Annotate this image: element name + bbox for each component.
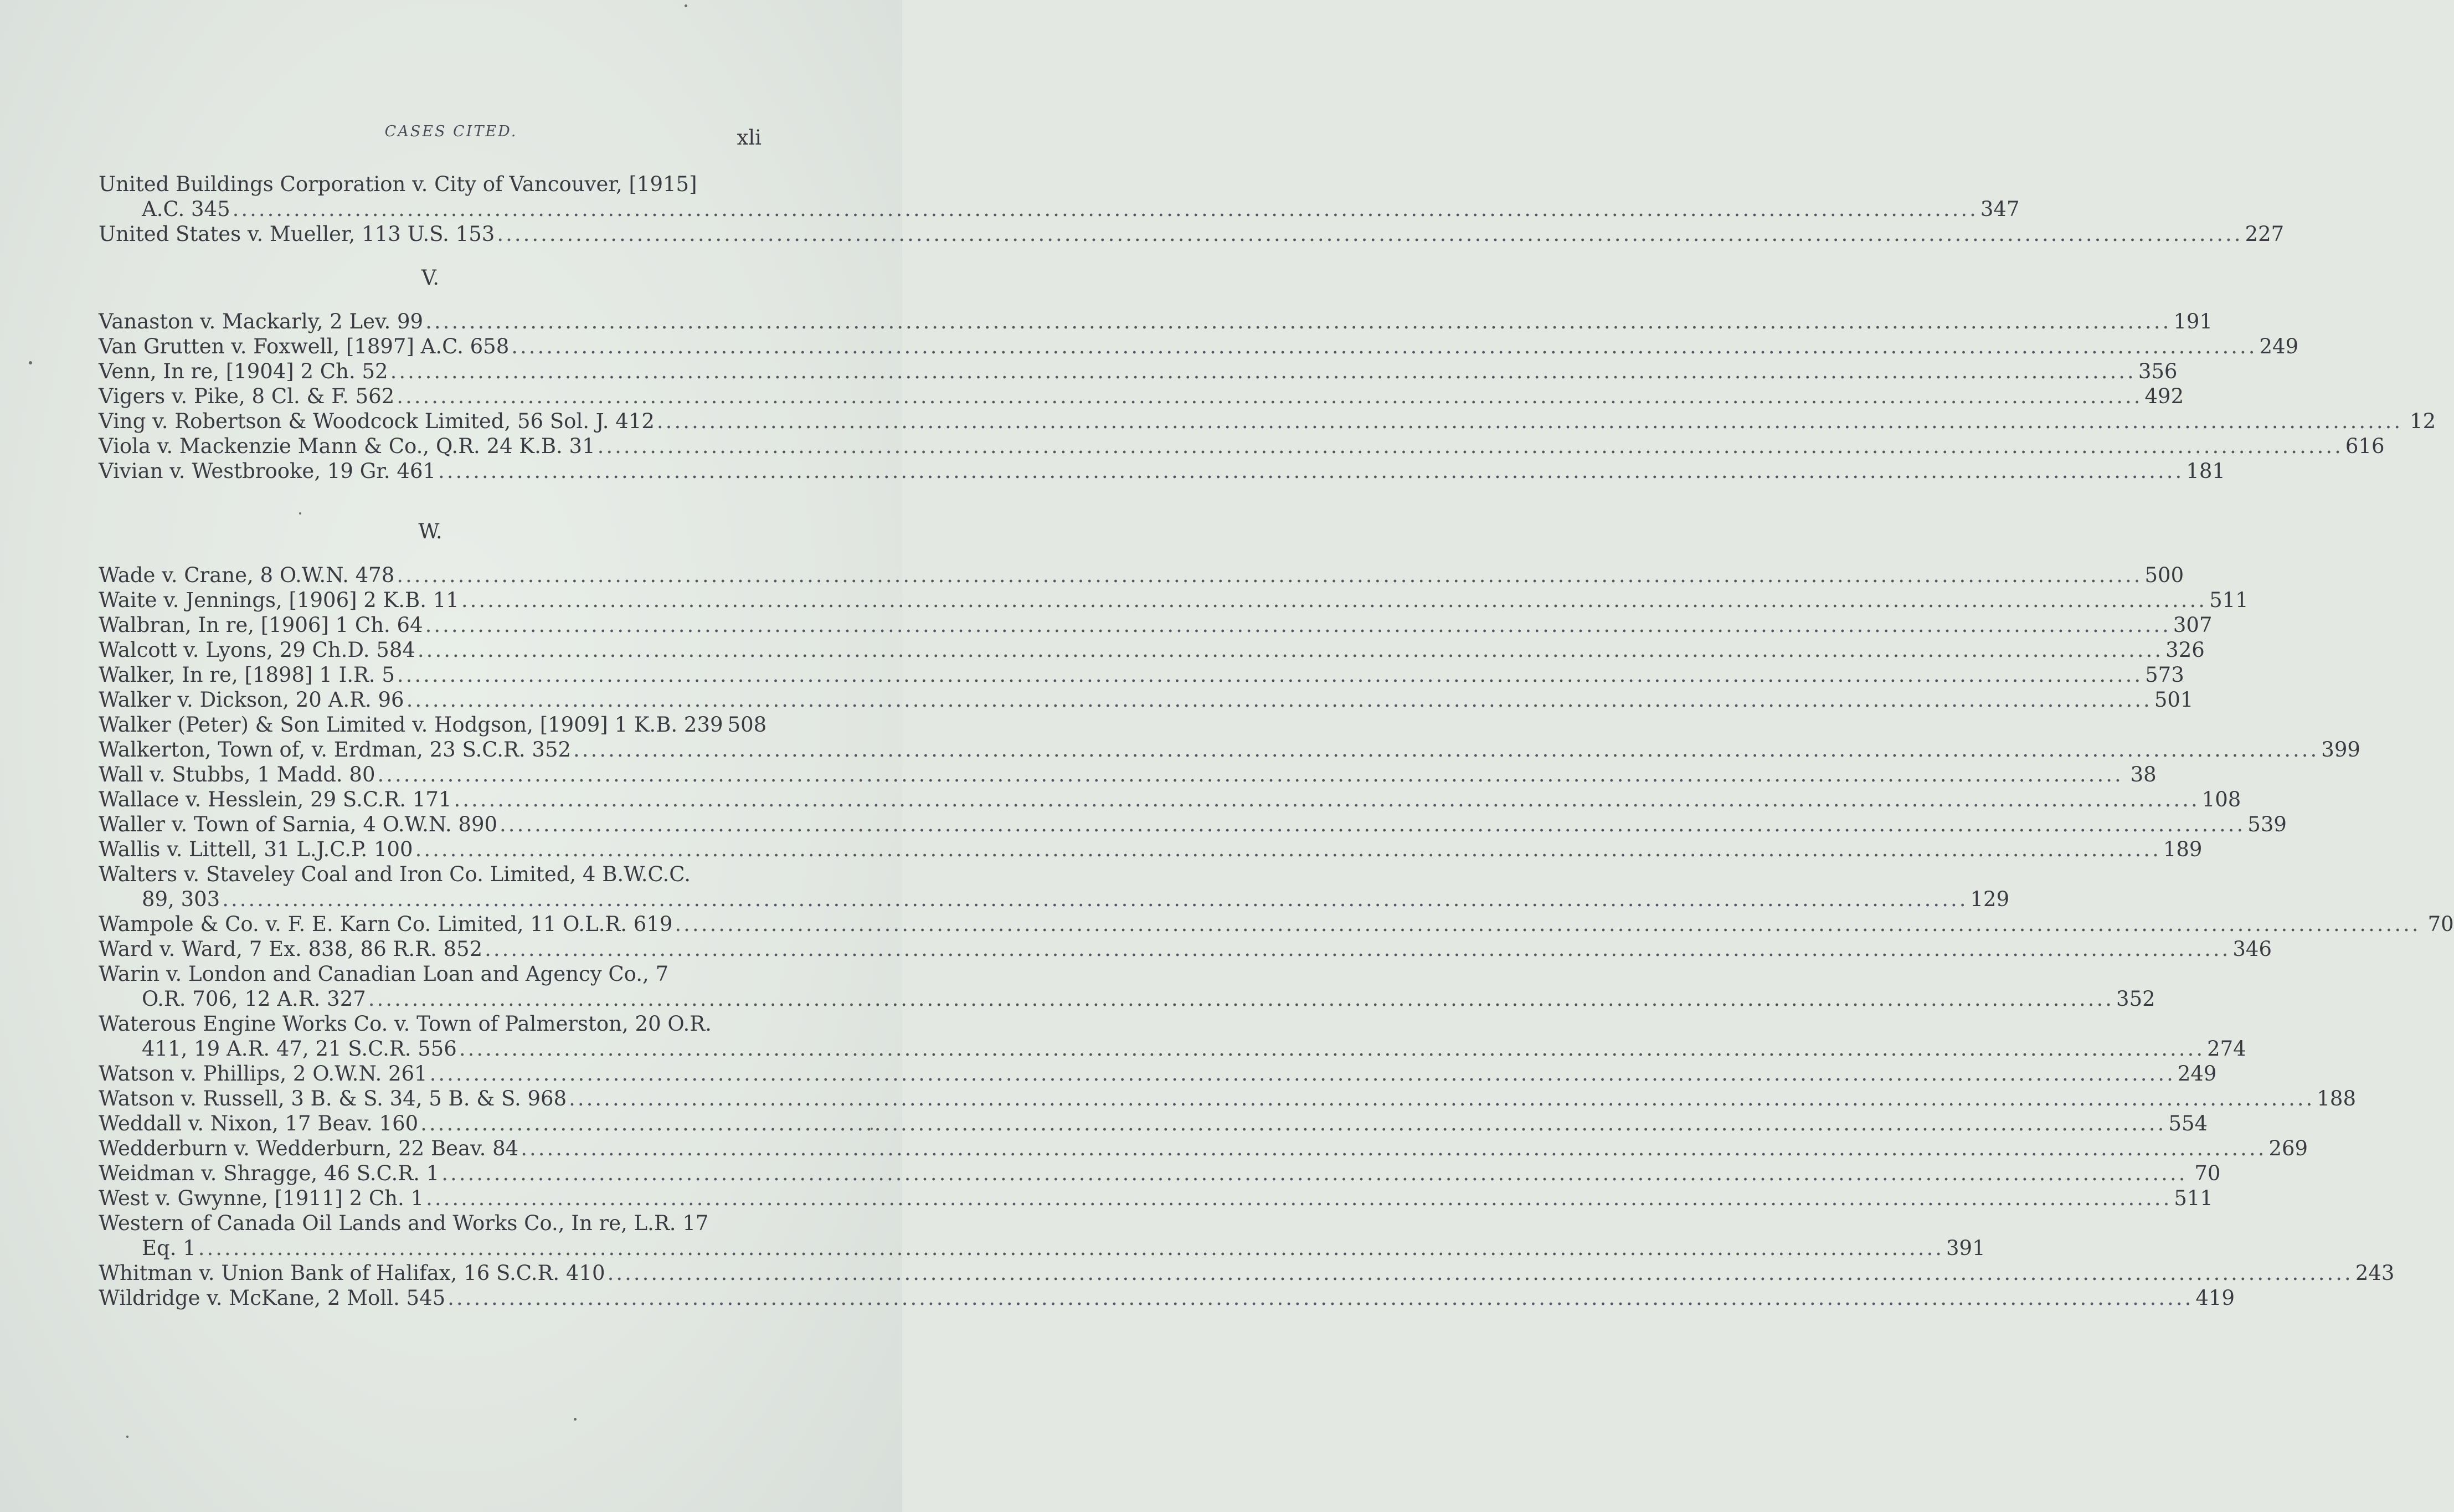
page-reference: 274 (2207, 1037, 2246, 1061)
page-reference: 108 (2201, 788, 2241, 811)
dot-leader (233, 197, 1978, 222)
case-title: Walters v. Staveley Coal and Iron Co. Limited, 4 B.W.C.C. (99, 862, 691, 886)
page-reference: 511 (2209, 588, 2249, 612)
page-reference: 249 (2259, 335, 2299, 358)
case-title: Wallis v. Littell, 31 L.J.C.P. 100 (99, 837, 413, 861)
case-title: Wade v. Crane, 8 O.W.N. 478 (99, 563, 395, 587)
case-entry (99, 563, 2184, 588)
page-reference: 500 (2144, 563, 2184, 587)
page-reference: 249 (2177, 1062, 2217, 1086)
dot-leader (598, 434, 2343, 459)
page-reference: 188 (2317, 1087, 2357, 1110)
case-title-continued: Eq. 1 (142, 1236, 196, 1260)
case-title: Wedderburn v. Wedderburn, 22 Beav. 84 (99, 1136, 519, 1160)
case-title: Wallace v. Hesslein, 29 S.C.R. 171 (99, 788, 452, 811)
case-entry (99, 1136, 2308, 1161)
dot-leader (397, 662, 2143, 687)
dot-leader (397, 563, 2142, 588)
case-title-continued: A.C. 345 (142, 197, 230, 221)
dot-leader (441, 1161, 2187, 1186)
page-reference: 508 (727, 713, 767, 737)
case-entry (99, 637, 2205, 662)
case-entry (99, 434, 2385, 459)
dot-leader (420, 1111, 2166, 1136)
page-number: xli (737, 126, 762, 150)
dot-leader (426, 1186, 2172, 1211)
case-title: Watson v. Russell, 3 B. & S. 34, 5 B. & S. 968 (99, 1087, 567, 1110)
page-reference: 616 (2345, 434, 2385, 458)
case-entry (99, 912, 2454, 937)
dot-leader (198, 1236, 1944, 1261)
case-title-continued: 89, 303 (142, 887, 220, 911)
case-entry (99, 762, 2157, 787)
dot-leader (569, 1086, 2314, 1111)
page-reference: 419 (2195, 1286, 2235, 1310)
case-entry (99, 1161, 2221, 1186)
running-title: CASES CITED. (384, 123, 518, 140)
dot-leader (425, 309, 2171, 334)
case-entry (99, 309, 2213, 334)
case-entry (99, 1211, 1985, 1261)
case-title: West v. Gwynne, [1911] 2 Ch. 1 (99, 1186, 424, 1210)
case-entry (99, 737, 2360, 762)
case-title: Van Grutten v. Foxwell, [1897] A.C. 658 (99, 335, 510, 358)
page-reference: 269 (2268, 1136, 2308, 1160)
case-entry (99, 334, 2299, 359)
case-title: Walker v. Dickson, 20 A.R. 96 (99, 688, 404, 712)
case-title: Western of Canada Oil Lands and Works Co., In re, L.R. 17 (99, 1211, 709, 1235)
case-entry (99, 588, 2249, 613)
case-entry (99, 787, 2241, 812)
page-reference: 346 (2232, 937, 2272, 961)
dot-leader (368, 986, 2114, 1011)
dot-leader (500, 812, 2245, 837)
case-title: Viola v. Mackenzie Mann & Co., Q.R. 24 K.B. 31 (99, 434, 595, 458)
paper-speck (299, 512, 301, 515)
case-entry (99, 862, 2010, 912)
page-reference: 181 (2186, 459, 2225, 483)
dot-leader (511, 334, 2257, 359)
case-entry (99, 459, 2225, 484)
case-entry (99, 1186, 2213, 1211)
dot-leader (675, 912, 2420, 937)
page-reference: 227 (2245, 222, 2285, 246)
case-entry (99, 812, 2287, 837)
page-reference: 347 (1980, 197, 2020, 221)
page-reference: 70 (2427, 912, 2454, 936)
dot-leader (407, 687, 2152, 712)
section-heading-v: V. (421, 266, 439, 290)
page-reference: 189 (2163, 837, 2203, 861)
running-head (0, 123, 902, 151)
case-entry (99, 662, 2184, 687)
cases-cited-index (99, 172, 2454, 1310)
case-entry (99, 961, 2155, 1011)
case-entry (99, 1261, 2395, 1285)
page-reference: 554 (2168, 1112, 2208, 1135)
paper-speck (29, 361, 32, 364)
case-title-continued: O.R. 706, 12 A.R. 327 (142, 987, 366, 1011)
case-entry (99, 222, 2285, 246)
case-title: Weddall v. Nixon, 17 Beav. 160 (99, 1112, 419, 1135)
case-title: Watson v. Phillips, 2 O.W.N. 261 (99, 1062, 428, 1086)
case-entry (99, 409, 2436, 434)
case-title: Whitman v. Union Bank of Halifax, 16 S.C.R. 410 (99, 1261, 605, 1285)
case-title: Walker, In re, [1898] 1 I.R. 5 (99, 663, 395, 687)
case-entry (99, 172, 2020, 222)
case-title: Vanaston v. Mackarly, 2 Lev. 99 (99, 310, 424, 333)
dot-leader (430, 1061, 2175, 1086)
page-reference: 511 (2174, 1186, 2213, 1210)
case-title: Walkerton, Town of, v. Erdman, 23 S.C.R. 352 (99, 738, 572, 762)
case-title: Walbran, In re, [1906] 1 Ch. 64 (99, 613, 423, 637)
dot-leader (497, 222, 2242, 246)
case-title-continued: 411, 19 A.R. 47, 21 S.C.R. 556 (142, 1037, 457, 1061)
page-reference: 70 (2194, 1161, 2221, 1185)
paper-speck (871, 1128, 873, 1130)
paper-speck (685, 4, 687, 7)
page-reference: 539 (2247, 812, 2287, 836)
section-heading-w: W. (418, 520, 443, 543)
case-title: United Buildings Corporation v. City of Vancouver, [1915] (99, 172, 697, 196)
case-title: Wampole & Co. v. F. E. Karn Co. Limited, 11 O.L.R. 619 (99, 912, 673, 936)
case-title: Wildridge v. McKane, 2 Moll. 545 (99, 1286, 446, 1310)
dot-leader (390, 359, 2136, 384)
page-reference: 356 (2138, 359, 2178, 383)
page-reference: 399 (2321, 738, 2360, 762)
page-reference: 191 (2173, 310, 2213, 333)
case-title: Vigers v. Pike, 8 Cl. & F. 562 (99, 384, 395, 408)
case-title: Weidman v. Shragge, 46 S.C.R. 1 (99, 1161, 440, 1185)
case-entry (99, 1011, 2246, 1061)
case-entry (99, 837, 2203, 862)
paper-speck (126, 1436, 128, 1438)
dot-leader (485, 937, 2230, 961)
case-title: Venn, In re, [1904] 2 Ch. 52 (99, 359, 388, 383)
page-reference: 38 (2130, 763, 2157, 786)
case-entry (99, 613, 2213, 637)
page-reference: 501 (2154, 688, 2194, 712)
case-entry (99, 1086, 2357, 1111)
case-entry (99, 937, 2272, 961)
case-title: Ving v. Robertson & Woodcock Limited, 56 Sol. J. 412 (99, 409, 655, 433)
case-title: Waite v. Jennings, [1906] 2 K.B. 11 (99, 588, 459, 612)
page-reference: 243 (2355, 1261, 2395, 1285)
dot-leader (447, 1285, 2193, 1310)
case-title: Walker (Peter) & Son Limited v. Hodgson, [1909] 1 K.B. 239 (99, 713, 723, 737)
dot-leader (418, 637, 2163, 662)
dot-leader (521, 1136, 2266, 1161)
dot-leader (415, 837, 2161, 862)
dot-leader (222, 887, 1968, 912)
dot-leader (438, 459, 2184, 484)
page-reference: 391 (1946, 1236, 1985, 1260)
case-entry (99, 687, 2194, 712)
dot-leader (573, 737, 2319, 762)
case-entry (99, 712, 767, 737)
case-entry (99, 1111, 2208, 1136)
case-entry (99, 359, 2178, 384)
case-title: Ward v. Ward, 7 Ex. 838, 86 R.R. 852 (99, 937, 483, 961)
case-title: Warin v. London and Canadian Loan and Agency Co., 7 (99, 962, 669, 986)
case-title: Vivian v. Westbrooke, 19 Gr. 461 (99, 459, 436, 483)
page-reference: 492 (2144, 384, 2184, 408)
dot-leader (377, 762, 2123, 787)
dot-leader (657, 409, 2402, 434)
page-reference: 12 (2410, 409, 2436, 433)
page-reference: 307 (2173, 613, 2213, 637)
page-reference: 326 (2165, 638, 2205, 662)
page-reference: 573 (2145, 663, 2184, 687)
dot-leader (461, 588, 2207, 613)
paper-speck (574, 1418, 577, 1421)
page-reference: 352 (2116, 987, 2155, 1011)
dot-leader (459, 1036, 2205, 1061)
dot-leader (608, 1261, 2353, 1285)
page-reference: 129 (1970, 887, 2010, 911)
dot-leader (454, 787, 2199, 812)
case-entry (99, 1061, 2217, 1086)
case-title: Walcott v. Lyons, 29 Ch.D. 584 (99, 638, 415, 662)
dot-leader (397, 384, 2142, 409)
case-title: United States v. Mueller, 113 U.S. 153 (99, 222, 495, 246)
case-entry (99, 384, 2184, 409)
case-title: Wall v. Stubbs, 1 Madd. 80 (99, 763, 375, 786)
case-title: Waterous Engine Works Co. v. Town of Palmerston, 20 O.R. (99, 1012, 712, 1036)
case-title: Waller v. Town of Sarnia, 4 O.W.N. 890 (99, 812, 498, 836)
dot-leader (425, 613, 2171, 637)
case-entry (99, 1285, 2235, 1310)
